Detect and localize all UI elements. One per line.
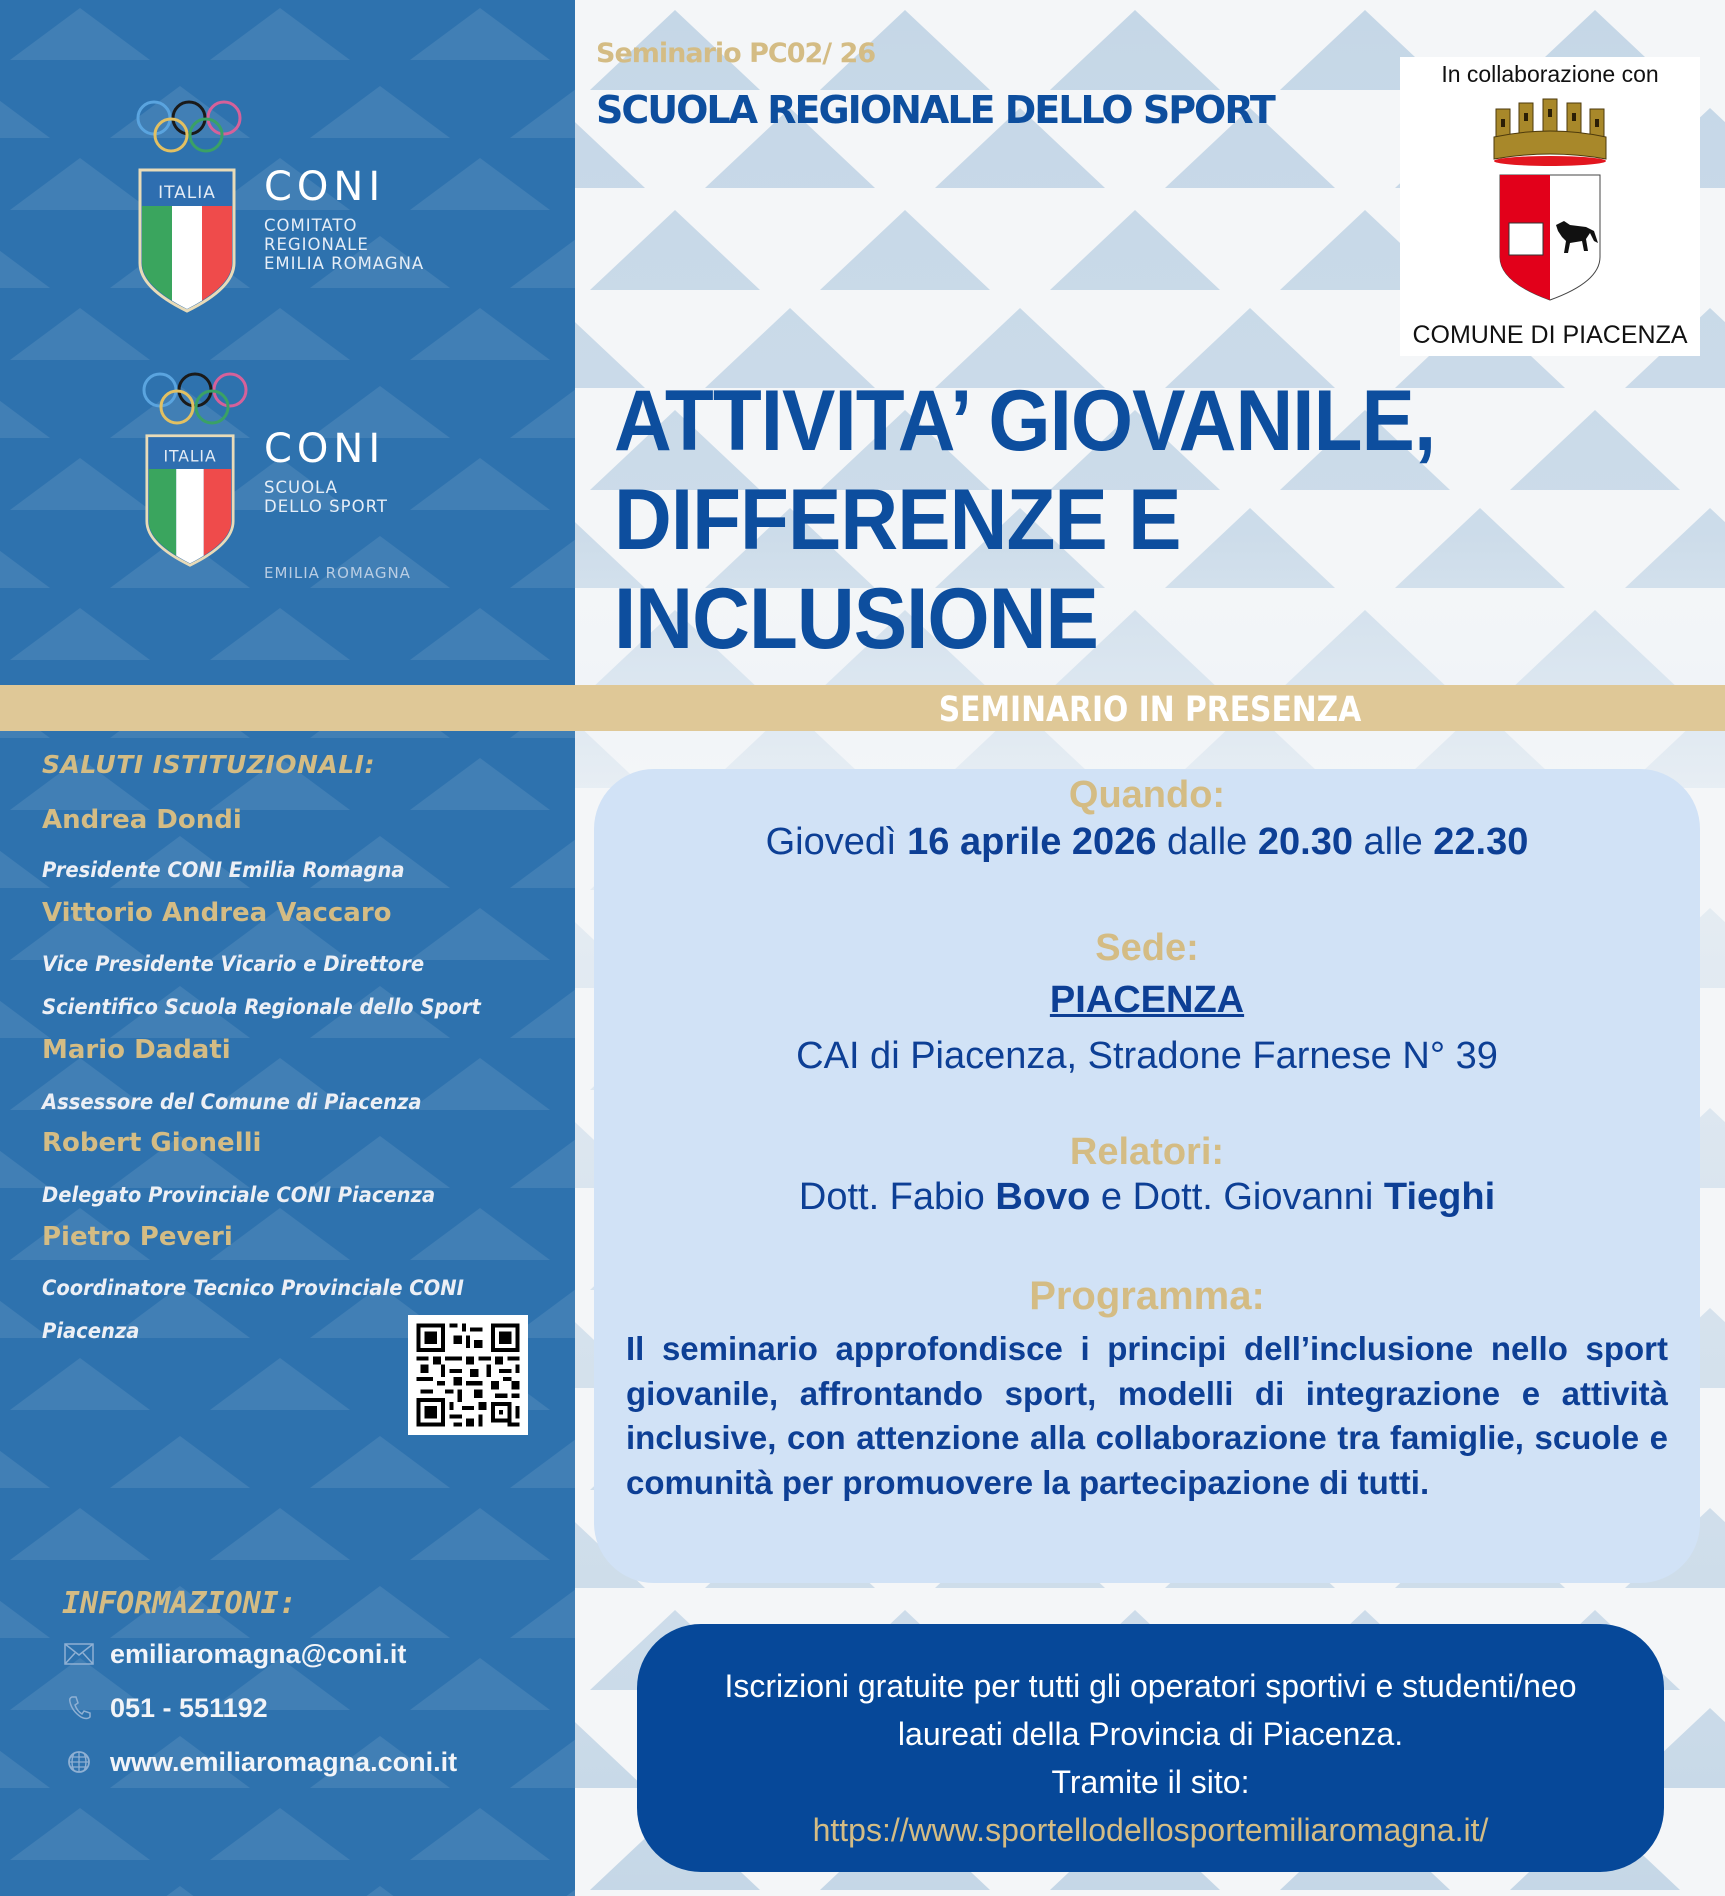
venue-label: Sede:: [1095, 927, 1199, 969]
when-label: Quando:: [1068, 774, 1226, 816]
speaker-name: Robert Gionelli: [42, 1128, 262, 1158]
coni-school-subtitle: SCUOLA DELLO SPORT: [264, 478, 388, 516]
italia-shield-icon: [138, 168, 236, 313]
registration-line-3: Tramite il sito:: [1051, 1764, 1250, 1800]
svg-text:ITALIA: ITALIA: [158, 183, 216, 203]
speaker-role: Piacenza: [42, 1319, 140, 1343]
contact-phone[interactable]: 051 - 551192: [62, 1690, 268, 1726]
contact-website[interactable]: www.emiliaromagna.coni.it: [62, 1744, 457, 1780]
coni-school-region: EMILIA ROMAGNA: [264, 564, 411, 582]
contact-email[interactable]: emiliaromagna@coni.it: [62, 1636, 406, 1672]
speaker-role: Delegato Provinciale CONI Piacenza: [42, 1183, 436, 1207]
speakers-label: Relatori:: [1069, 1131, 1225, 1173]
venue-address: CAI di Piacenza, Stradone Farnese N° 39: [796, 1035, 1498, 1077]
phone-icon: [62, 1693, 96, 1723]
speakers: Dott. Fabio Bovo e Dott. Giovanni Tieghi: [798, 1176, 1496, 1218]
coni-regional-logo: [134, 98, 454, 313]
coni-wordmark: CONI: [264, 164, 386, 210]
seminar-type-label: SEMINARIO IN PRESENZA: [938, 690, 1362, 730]
olympic-rings-icon: [134, 98, 254, 158]
speaker-role: Coordinatore Tecnico Provinciale CONI: [42, 1276, 464, 1300]
registration-link[interactable]: https://www.sportellodellosportemiliaromagna.it/: [812, 1812, 1489, 1848]
page-title: ATTIVITA’ GIOVANILE, DIFFERENZE E INCLUSIONE: [614, 373, 1436, 667]
registration-box: [637, 1624, 1664, 1872]
speaker-role: Presidente CONI Emilia Romagna: [42, 858, 405, 882]
speaker-role: Scientifico Scuola Regionale dello Sport: [42, 995, 481, 1019]
globe-icon: [62, 1747, 96, 1777]
piacenza-coat-of-arms-icon: [1490, 97, 1610, 302]
coni-wordmark: CONI: [264, 426, 386, 472]
mail-icon: [62, 1639, 96, 1669]
event-details-card: [594, 769, 1700, 1583]
coni-school-logo: [140, 370, 460, 590]
program-label: Programma:: [1029, 1274, 1265, 1318]
speaker-role: Vice Presidente Vicario e Direttore: [42, 952, 425, 976]
speaker-name: Mario Dadati: [42, 1035, 231, 1065]
venue-city: PIACENZA: [1049, 979, 1245, 1021]
svg-text:ITALIA: ITALIA: [163, 447, 217, 466]
speaker-name: Pietro Peveri: [42, 1222, 233, 1252]
collaboration-label: In collaborazione con: [1441, 61, 1659, 87]
registration-line-2: laureati della Provincia di Piacenza.: [897, 1716, 1404, 1752]
olympic-rings-icon: [140, 370, 260, 430]
seminar-code: Seminario PC02/ 26: [596, 38, 876, 69]
speaker-name: Vittorio Andrea Vaccaro: [42, 898, 392, 928]
qr-code[interactable]: [408, 1315, 528, 1435]
collaboration-box: [1400, 57, 1700, 356]
school-title: SCUOLA REGIONALE DELLO SPORT: [596, 88, 1274, 132]
program-description: Il seminario approfondisce i principi dell’inclusione nello sport giovanile, affrontando sport, modelli di integrazione e attività inclusive, con attenzione alla collaborazione tra famiglie, scuole e comunità per promuovere la partecipazione di tutti.: [626, 1330, 1668, 1501]
speaker-name: Andrea Dondi: [42, 805, 242, 835]
greetings-heading: SALUTI ISTITUZIONALI:: [42, 750, 375, 779]
registration-line-1: Iscrizioni gratuite per tutti gli operatori sportivi e studenti/neo: [724, 1668, 1577, 1704]
italia-shield-icon: [145, 432, 235, 569]
contacts-heading: INFORMAZIONI:: [62, 1586, 297, 1621]
speaker-role: Assessore del Comune di Piacenza: [42, 1090, 422, 1114]
event-datetime: Giovedì 16 aprile 2026 dalle 20.30 alle 22.30: [765, 821, 1529, 863]
coni-regional-subtitle: COMITATO REGIONALE EMILIA ROMAGNA: [264, 216, 425, 273]
collaboration-city: COMUNE DI PIACENZA: [1412, 321, 1688, 349]
